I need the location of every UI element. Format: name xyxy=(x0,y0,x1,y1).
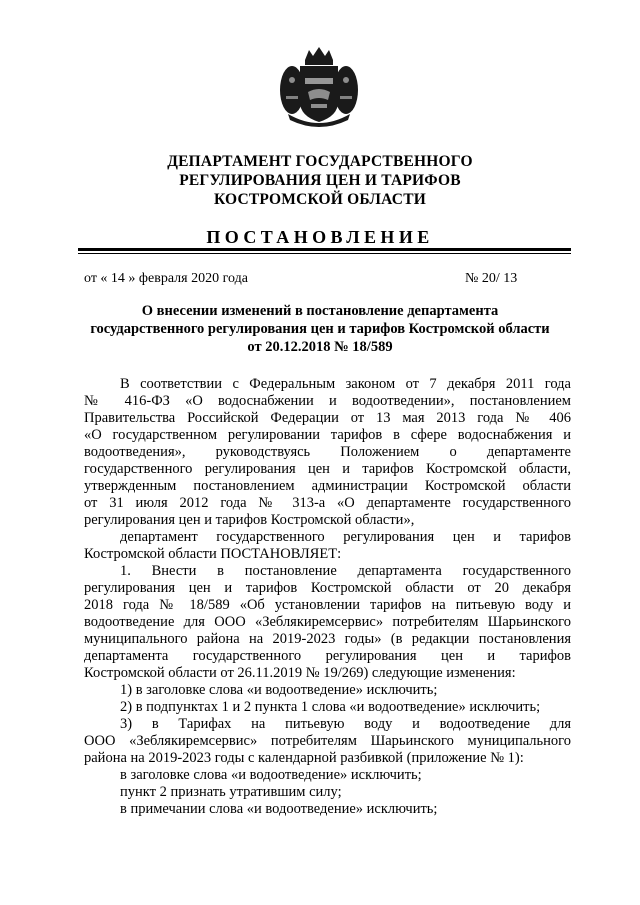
body-line: регулирования цен и тарифов Костромской области от 20 декабря xyxy=(84,580,571,596)
subject-line-1: О внесении изменений в постановление департамента xyxy=(141,303,499,319)
header-divider-thin xyxy=(78,253,571,254)
body-line: 2) в подпунктах 1 и 2 пункта 1 слова «и водоотведение» исключить; xyxy=(120,699,541,715)
body-line: № 416-ФЗ «О водоснабжении и водоотведении», постановлением xyxy=(84,393,571,409)
body-line: 2018 года № 18/589 «Об установлении тарифов на питьевую воду и xyxy=(84,597,571,613)
department-name-line-1: ДЕПАРТАМЕНТ ГОСУДАРСТВЕННОГО xyxy=(167,153,473,170)
document-number: № 20/ 13 xyxy=(465,271,518,286)
body-line: Костромской области ПОСТАНОВЛЯЕТ: xyxy=(84,546,342,562)
body-line: регулирования цен и тарифов Костромской области», xyxy=(84,512,415,528)
document-type-title: ПОСТАНОВЛЕНИЕ xyxy=(206,227,434,247)
body-line: пункт 2 признать утратившим силу; xyxy=(120,784,342,800)
body-line: 3) в Тарифах на питьевую воду и водоотведение для xyxy=(120,716,571,732)
body-line: водоотведения», руководствуясь Положением о департаменте xyxy=(84,444,571,460)
body-line: района на 2019-2023 годы с календарной разбивкой (приложение № 1): xyxy=(84,750,524,766)
body-line: 1) в заголовке слова «и водоотведение» исключить; xyxy=(120,682,438,698)
body-line: ООО «Зеблякиремсервис» потребителям Шарьинского муниципального xyxy=(84,733,571,749)
body-line: муниципального района на 2019-2023 годы» (в редакции постановления xyxy=(84,631,571,647)
subject-line-3: от 20.12.2018 № 18/589 xyxy=(247,339,393,355)
body-line: водоотведение для ООО «Зеблякиремсервис» потребителям Шарьинского xyxy=(84,614,571,630)
body-line: в заголовке слова «и водоотведение» исключить; xyxy=(120,767,422,783)
body-line: 1. Внести в постановление департамента государственного xyxy=(120,563,571,579)
document-date: от « 14 » февраля 2020 года xyxy=(84,271,248,286)
body-line: государственного регулирования цен и тарифов Костромской области, xyxy=(84,461,571,477)
body-line: департамент государственного регулирования цен и тарифов xyxy=(120,529,571,545)
department-name-line-2: РЕГУЛИРОВАНИЯ ЦЕН И ТАРИФОВ xyxy=(179,172,461,189)
body-line: в примечании слова «и водоотведение» исключить; xyxy=(120,801,438,817)
body-line: «О государственном регулировании тарифов в сфере водоснабжения и xyxy=(84,427,571,443)
body-line: Правительства Российской Федерации от 13 мая 2013 года № 406 xyxy=(84,410,571,426)
department-name-line-3: КОСТРОМСКОЙ ОБЛАСТИ xyxy=(213,191,426,208)
body-line: В соответствии с Федеральным законом от 7 декабря 2011 года xyxy=(120,376,571,392)
body-line: департамента государственного регулирования цен и тарифов xyxy=(84,648,571,664)
body-line: Костромской области от 26.11.2019 № 19/269) следующие изменения: xyxy=(84,665,516,681)
coat-of-arms-emblem xyxy=(278,44,360,128)
header-divider-thick xyxy=(78,248,571,251)
body-line: от 31 июля 2012 года № 313-а «О департаменте государственного xyxy=(84,495,571,511)
subject-line-2: государственного регулирования цен и тарифов Костромской области xyxy=(90,321,550,337)
body-line: утвержденным постановлением администрации Костромской области xyxy=(84,478,571,494)
